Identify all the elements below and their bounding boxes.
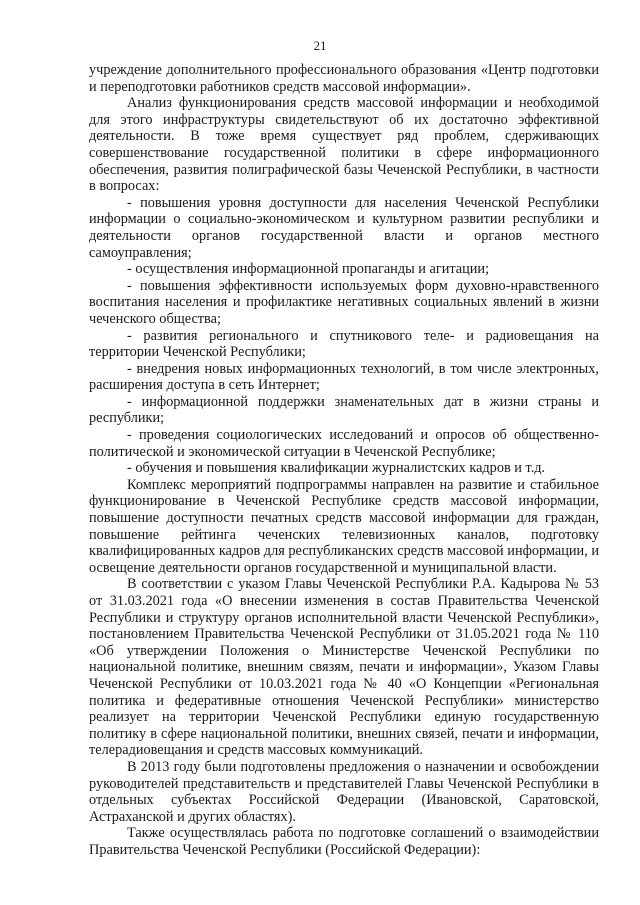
page-number: 21	[313, 38, 327, 53]
paragraph: - развития регионального и спутникового теле- и радиовещания на территории Чеченской Республики;	[89, 327, 599, 361]
paragraph: Также осуществлялась работа по подготовке соглашений о взаимодействии Правительства Чеченской Республики (Российской Федерации):	[89, 825, 599, 858]
paragraph: - внедрения новых информационных технологий, в том числе электронных, расширения доступа в сеть Интернет;	[89, 360, 599, 394]
paragraph: - обучения и повышения квалификации журналистских кадров и т.д.	[127, 460, 546, 477]
paragraph: - проведения социологических исследований и опросов об общественно-политической и экономической ситуации в Чеченской Республике;	[89, 427, 599, 460]
paragraph: В соответствии с указом Главы Чеченской Республики Р.А. Кадырова № 53 от 31.03.2021 года «О внесении изменения в состав Правительства Чеченской Республики и структуру органов исполнительной власти Чеченской Республики», постановлением Правительства Чеченской Республики от 31.05.2021 года № 110 «Об утверждении Положения о Министерстве Чеченской Республики по национальной политике, внешним связям, печати и информации», Указом Главы Чеченской Республики от 10.03.2021 года № 40 «О Концепции «Региональная политика и федеративные отношения Чеченской Республики» министерство реализует на территории Чеченской Республики единую государственную политику в сфере национальной политики, внешних связей, печати и информации, телерадиовещания и средств массовых коммуникаций.	[89, 576, 599, 759]
paragraph: Анализ функционирования средств массовой информации и необходимой для этого инфраструктуры свидетельствуют об их достаточно эффективной деятельности. В тоже время существует ряд проблем, сдерживающих совершенствование государственной политики в сфере информационного обеспечения, развития полиграфической базы Чеченской Республики, в частности в вопросах:	[89, 95, 599, 195]
paragraph: - информационной поддержки знаменательных дат в жизни страны и республики;	[89, 393, 599, 427]
paragraph: - осуществления информационной пропаганды и агитации;	[127, 261, 490, 278]
paragraph: учреждение дополнительного профессионального образования «Центр подготовки и переподготовки работников средств массовой информации».	[89, 62, 599, 95]
paragraph: Комплекс мероприятий подпрограммы направлен на развитие и стабильное функционирование в Чеченской Республике средств массовой информации, повышение доступности печатных средств массовой информации для граждан, повышение рейтинга чеченских телевизионных каналов, подготовку квалифицированных кадров для республиканских средств массовой информации, и освещение деятельности органов государственной и муниципальной власти.	[89, 476, 599, 576]
paragraph: В 2013 году были подготовлены предложения о назначении и освобождении руководителей представительств и представителей Главы Чеченской Республики в отдельных субъектах Российской Федерации (Ивановской, Саратовской, Астраханской и других областях).	[89, 758, 599, 825]
body-text	[89, 62, 599, 859]
paragraph: - повышения уровня доступности для населения Чеченской Республики информации о социально-экономическом и культурном развитии республики и деятельности органов государственной власти и органов местного самоуправления;	[89, 194, 599, 261]
paragraph: - повышения эффективности используемых форм духовно-нравственного воспитания населения и профилактике негативных социальных явлений в жизни чеченского общества;	[89, 277, 599, 327]
